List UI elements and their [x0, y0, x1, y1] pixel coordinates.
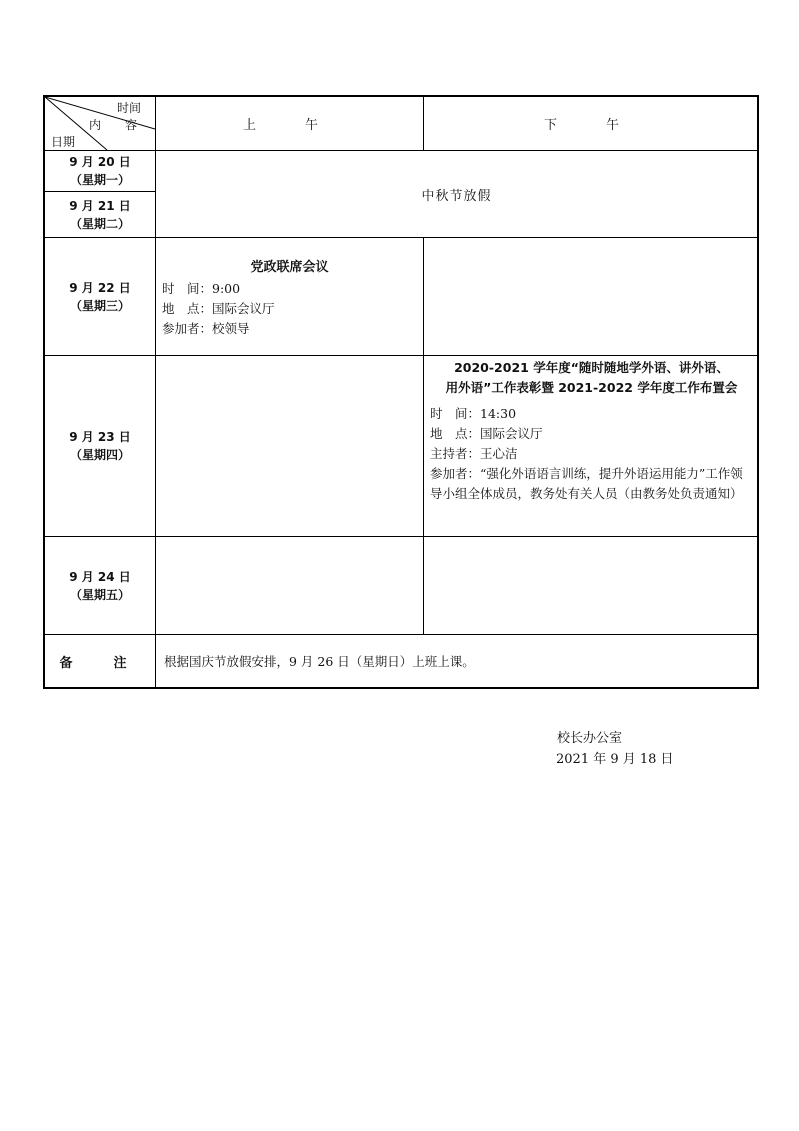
weekday-label: （星期二）: [69, 216, 130, 231]
morning-column-header: 上 午: [242, 118, 336, 133]
event-attendees: 参加者：“强化外语语言训练，提升外语运用能力”工作领导小组全体成员，教务处有关人员（由教务处负责通知）: [430, 466, 743, 501]
event-place: 地 点：国际会议厅: [162, 301, 275, 316]
header-date-label: 日期: [51, 135, 76, 149]
weekly-schedule-table: [43, 95, 759, 689]
afternoon-column-header: 下 午: [543, 118, 637, 133]
remark-text: 根据国庆节放假安排，9 月 26 日（星期日）上班上课。: [164, 654, 475, 669]
holiday-cell: 中秋节放假: [421, 188, 492, 204]
weekday-label: （星期四）: [69, 448, 130, 462]
remark-label: 备 注: [59, 655, 141, 671]
weekday-label: （星期五）: [69, 587, 130, 602]
date-cell-sep22: [45, 238, 155, 355]
event-host: 主持者：王心洁: [430, 446, 518, 461]
issuing-office: 校长办公室: [557, 731, 623, 746]
event-time: 时 间：14:30: [430, 406, 517, 421]
date-label: 9 月 22 日: [69, 280, 131, 295]
event-attendees: 参加者：校领导: [162, 321, 250, 336]
issue-date: 2021 年 9 月 18 日: [556, 752, 674, 767]
diagonal-header-cell: [45, 97, 155, 150]
header-content-label: 内 容: [89, 118, 138, 132]
date-label: 9 月 21 日: [69, 198, 131, 213]
event-title: 党政联席会议: [250, 260, 329, 275]
date-cell-sep21: [45, 192, 155, 237]
event-title-line1: 2020-2021 学年度“随时随地学外语、讲外语、: [454, 360, 729, 375]
date-cell-sep20: [45, 151, 155, 191]
date-cell-sep24: [45, 537, 155, 634]
weekday-label: （星期三）: [69, 298, 130, 313]
date-label: 9 月 20 日: [69, 155, 131, 169]
event-title-line2: 用外语”工作表彰暨 2021-2022 学年度工作布置会: [445, 380, 738, 395]
event-time: 时 间：9:00: [162, 281, 241, 296]
date-cell-sep23: [45, 356, 155, 536]
event-sep23-afternoon: [424, 356, 757, 536]
date-label: 9 月 23 日: [69, 430, 131, 444]
event-place: 地 点：国际会议厅: [430, 426, 543, 441]
event-sep22-morning: [156, 238, 423, 355]
header-time-label: 时间: [117, 101, 142, 115]
weekday-label: （星期一）: [69, 173, 130, 187]
date-label: 9 月 24 日: [69, 569, 131, 584]
